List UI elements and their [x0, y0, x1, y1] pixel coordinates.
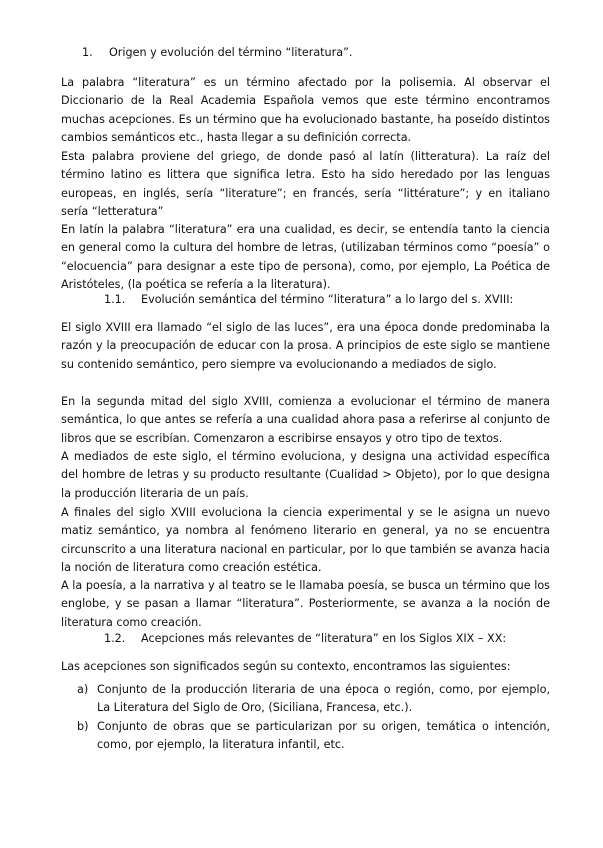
- list-marker: a): [77, 683, 89, 696]
- paragraph-poesia: A la poesía, a la narrativa y al teatro se le llamaba poesía, se busca un término que los englobe, y se pasan a llamar “literatura”. Posteriormente, se avanza a la noción de literatura como creación.: [61, 579, 550, 629]
- section-number: 1.: [82, 46, 93, 59]
- section-title: Origen y evolución del término “literatura”.: [109, 46, 353, 59]
- subsection-number: 1.1.: [104, 293, 126, 306]
- paragraph-acepciones: Las acepciones son significados según su contexto, encontramos las siguientes:: [61, 660, 511, 673]
- subsection-title: Acepciones más relevantes de “literatura” en los Siglos XIX – XX:: [141, 632, 507, 645]
- subsection-heading-1-2: [104, 632, 506, 645]
- paragraph-polisemia: La palabra “literatura” es un término afectado por la polisemia. Al observar el Diccionario de la Real Academia Española vemos que este término encontramos muchas acepciones. Es un término que ha evolucionado bastante, ha poseído distintos cambios semánticos etc., hasta llegar a su definición correcta.: [61, 76, 550, 144]
- subsection-number: 1.2.: [104, 632, 126, 645]
- paragraph-mediados: A mediados de este siglo, el término evoluciona, y designa una actividad específica del hombre de letras y su producto resultante (Cualidad > Objeto), por lo que designa la producción literaria de un país.: [61, 450, 550, 500]
- subsection-title: Evolución semántica del término “literatura” a lo largo del s. XVIII:: [141, 293, 514, 306]
- section-heading-1: [82, 46, 352, 59]
- list-item: [77, 681, 550, 718]
- paragraph-siglo-luces: El siglo XVIII era llamado “el siglo de las luces”, era una época donde predominaba la razón y la preocupación de educar con la prosa. A principios de este siglo se mantiene su contenido semántico, pero siempre va evolucionando a mediados de siglo.: [61, 321, 550, 371]
- list-item-text: Conjunto de la producción literaria de una época o región, como, por ejemplo, La Literatura del Siglo de Oro, (Siciliana, Francesa, etc.).: [97, 683, 550, 715]
- list-marker: b): [77, 719, 89, 733]
- list-item-text: Conjunto de obras que se particularizan por su origen, temática o intención, como, por ejemplo, la literatura infantil, etc.: [97, 719, 550, 751]
- paragraph-segunda-mitad: En la segunda mitad del siglo XVIII, comienza a evolucionar el término de manera semántica, lo que antes se refería a una cualidad ahora pasa a referirse al conjunto de libros que se escribían. Comenzaron a escribirse ensayos y otro tipo de textos.: [61, 395, 550, 445]
- paragraph-finales: A finales del siglo XVIII evoluciona la ciencia experimental y se le asigna un nuevo matiz semántico, ya nombra al fenómeno literario en general, ya no se encuentra circunscrito a una literatura nacional en particular, por lo que también se avanza hacia la noción de literatura como creación estética.: [61, 506, 550, 574]
- paragraph-etimologia: Esta palabra proviene del griego, de donde pasó al latín (litteratura). La raíz del término latino es littera que significa letra. Esto ha sido heredado por las lenguas europeas, en inglés, sería “literature”; en francés, sería “littérature”; y en italiano sería “letteratura”: [61, 150, 550, 218]
- list-item: [77, 718, 550, 755]
- paragraph-latin: En latín la palabra “literatura” era una cualidad, es decir, se entendía tanto la ciencia en general como la cultura del hombre de letras, (utilizaban términos como “poesía” o “elocuencia” para designar a este tipo de persona), como, por ejemplo, La Poética de Aristóteles, (la poética se refería a la literatura).: [61, 223, 550, 291]
- acepciones-list: [77, 681, 550, 754]
- subsection-heading-1-1: [104, 293, 513, 306]
